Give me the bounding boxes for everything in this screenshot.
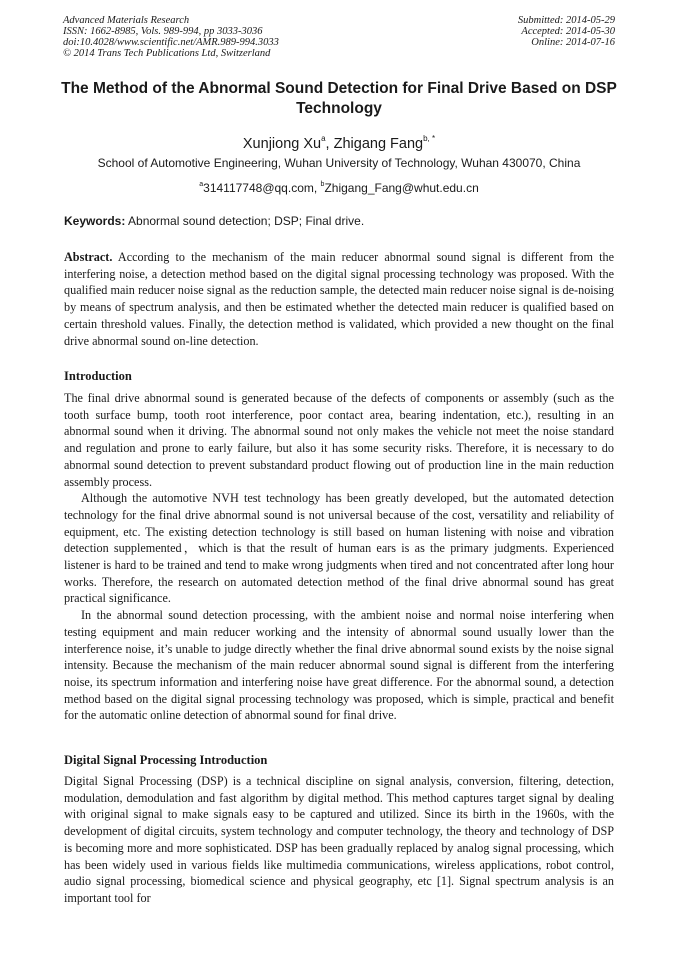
journal-doi: doi:10.4028/www.scientific.net/AMR.989-994.3033: [63, 37, 279, 48]
author-2-superscript: b, *: [423, 134, 436, 143]
email-b: Zhigang_Fang@whut.edu.cn: [324, 181, 479, 195]
email-a: 314117748@qq.com: [203, 181, 314, 195]
author-separator: ,: [325, 136, 334, 152]
journal-name: Advanced Materials Research: [63, 15, 190, 26]
email-a-superscript: a: [199, 181, 204, 188]
abstract: [64, 249, 614, 349]
author-1: Xunjiong Xu: [242, 136, 322, 152]
journal-header-right: [518, 15, 615, 48]
online-date: Online: 2014-07-16: [531, 37, 615, 48]
abstract-text: According to the mechanism of the main reducer abnormal sound signal is different from the interfering noise, a detection method based on the digital signal processing technology was proposed. With the qualified main reducer noise signal as the reduction sample, the detected main reducer noise signal is de-noising by means of spectrum analysis, and then be estimated whether the detected main reducer is qualified based on certain threshold values. Finally, the detection method is validated, which provided a new thought on the final drive abnormal sound on-line detection.: [64, 250, 614, 348]
author-line: [0, 130, 678, 153]
section-heading-dsp: Digital Signal Processing Introduction: [64, 753, 268, 767]
keywords-label: Keywords:: [64, 214, 126, 228]
author-2: Zhigang Fang: [333, 136, 424, 152]
journal-header-left: [63, 15, 279, 59]
email-b-superscript: b: [320, 181, 325, 188]
journal-issn: ISSN: 1662-8985, Vols. 989-994, pp 3033-3036: [63, 26, 263, 37]
abstract-label: Abstract.: [64, 250, 113, 264]
email-line: [0, 177, 678, 196]
submitted-date: Submitted: 2014-05-29: [517, 15, 615, 26]
dsp-paragraph-1: Digital Signal Processing (DSP) is a technical discipline on signal analysis, conversion, filtering, detection, modulation, demodulation and fast algorithm by digital method. This method captures target signal by dealing with original signal to make signals easy to be captured and utilized. Since its birth in the 1960s, with the development of digital circuits, system technology and computer technology, the theory and technology of DSP is becoming more and more sophisticated. DSP has been gradually replaced by analog signal processing, which has been widely used in various fields like multimedia communications, wireless applications, robot control, audio signal processing, biomedical science and physical geography, etc [1]. Signal spectrum analysis is an important tool for: [64, 774, 614, 905]
intro-paragraph-1: The final drive abnormal sound is generated because of the defects of components or assembly (such as the tooth surface bump, tooth root interference, poor contact area, bearing indentation, etc.), resulting in an abnormal sound when it driving. The abnormal sound not only makes the vehicle not meet the noise standard and regulation and prone to early failure, but also it has some security risks. Therefore, it is necessary to do abnormal sound detection to prevent substandard product flowing out of production line in the main reduction assembly process.: [64, 391, 614, 489]
section-heading-introduction: Introduction: [64, 369, 132, 383]
intro-paragraph-2: Although the automotive NVH test technology has been greatly developed, but the automated detection technology for the final drive abnormal sound is not universal because of the cost, versatility and reliability of equipment, etc. The existing detection technology is still based on human listening with noise and vibration detection supplemented，which is that the result of human ears is as the primary judgments. Experienced listener is hard to be trained and tend to make wrong judgments when tired and not concentrated after long hour works. Therefore, the research on automated detection method of the final drive abnormal sound has great practical significance.: [64, 491, 614, 606]
dsp-body: [64, 773, 614, 907]
journal-copyright: © 2014 Trans Tech Publications Ltd, Switzerland: [63, 48, 271, 59]
keywords: [64, 214, 616, 229]
author-1-superscript: a: [321, 134, 326, 143]
introduction-body: [64, 390, 614, 724]
paper-title: The Method of the Abnormal Sound Detection for Final Drive Based on DSP Technology: [61, 80, 617, 117]
keywords-text: Abnormal sound detection; DSP; Final drive.: [128, 214, 365, 228]
intro-paragraph-3: In the abnormal sound detection processing, with the ambient noise and normal noise interfering when testing equipment and main reducer working and the intensity of abnormal sound usually lower than the interference noise, it’s unable to judge directly whether the final drive abnormal sound exists by the noise signal intensity. Because the mechanism of the main reducer abnormal sound signal is different from the interfering noise, its spectrum information and interfering noise have great difference. For the abnormal sound, a detection method based on the digital signal processing technology was proposed, which is simple, practical and benefit for the automatic online detection of abnormal sound for final drive.: [64, 608, 614, 723]
accepted-date: Accepted: 2014-05-30: [521, 26, 615, 37]
affiliation: School of Automotive Engineering, Wuhan University of Technology, Wuhan 430070, China: [97, 156, 581, 170]
email-separator: ,: [313, 181, 321, 195]
